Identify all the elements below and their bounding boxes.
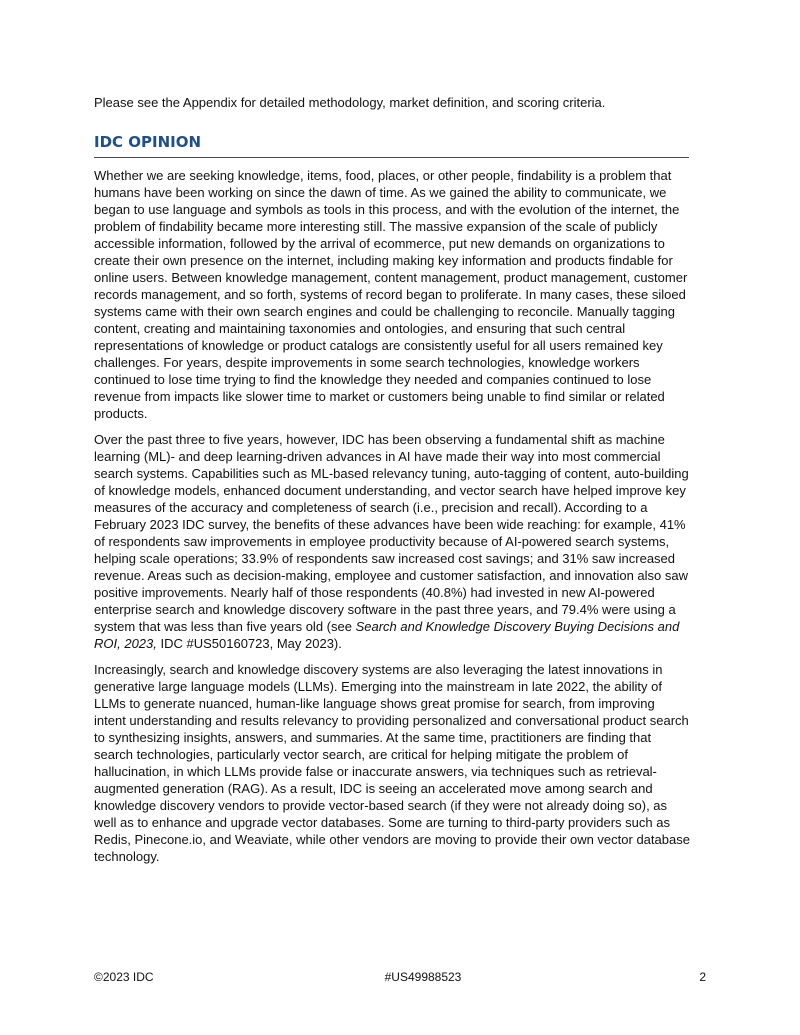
footer-document-id: #US49988523 [384, 970, 462, 984]
section-body [94, 167, 690, 874]
footer-page-number: 2 [699, 970, 706, 984]
paragraph-2-text: Over the past three to five years, however, IDC has been observing a fundamental shift as machine learning (ML)- and deep learning-driven advances in AI have made their way into most commercial search systems. Capabilities such as ML-based relevancy tuning, auto-tagging of content, auto-building of knowledge models, enhanced document understanding, and vector search have helped improve key measures of the accuracy and completeness of search (i.e., precision and recall). According to a February 2023 IDC survey, the benefits of these advances have been wide reaching: for example, 41% of respondents saw improvements in employee productivity because of AI-powered search systems, helping scale operations; 33.9% of respondents saw increased cost savings; and 31% saw increased revenue. Areas such as decision-making, employee and customer satisfaction, and innovation also saw positive improvements. Nearly half of those respondents (40.8%) had invested in new AI-powered enterprise search and knowledge discovery software in the past three years, and 79.4% were using a system that was less than five years old (see [94, 432, 689, 634]
section-heading: IDC OPINION [94, 133, 202, 151]
paragraph-2 [94, 431, 690, 652]
paragraph-3: Increasingly, search and knowledge discovery systems are also leveraging the latest innovations in generative large language models (LLMs). Emerging into the mainstream in late 2022, the ability of LLMs to generate nuanced, human-like language shows great promise for search, from improving intent understanding and results relevancy to providing personalized and conversational product search to synthesizing insights, answers, and summaries. At the same time, practitioners are finding that search technologies, particularly vector search, are critical for helping mitigate the problem of hallucination, in which LLMs provide false or inaccurate answers, via techniques such as retrieval-augmented generation (RAG). As a result, IDC is seeing an accelerated move among search and knowledge discovery vendors to provide vector-based search (if they were not already doing so), as well as to enhance and upgrade vector databases. Some are turning to third-party providers such as Redis, Pinecone.io, and Weaviate, while other vendors are moving to provide their own vector database technology. [94, 662, 690, 864]
heading-divider [94, 157, 689, 158]
intro-text: Please see the Appendix for detailed methodology, market definition, and scoring criteria. [94, 95, 606, 110]
citation-title: Search and Knowledge Discovery Buying Decisions and ROI, 2023, [94, 619, 680, 651]
footer-copyright: ©2023 IDC [94, 970, 154, 984]
citation-reference: IDC #US50160723, May 2023). [156, 636, 342, 651]
paragraph-1: Whether we are seeking knowledge, items, food, places, or other people, findability is a problem that humans have been working on since the dawn of time. As we gained the ability to communicate, we began to use language and symbols as tools in this process, and with the evolution of the internet, the problem of findability became more interesting still. The massive expansion of the scale of publicly accessible information, followed by the arrival of ecommerce, put new demands on organizations to create their own presence on the internet, including making key information and products findable for online users. Between knowledge management, content management, product management, customer records management, and so forth, systems of record began to proliferate. In many cases, these siloed systems came with their own search engines and could be challenging to reconcile. Manually tagging content, creating and maintaining taxonomies and ontologies, and ensuring that such central representations of knowledge or product catalogs are consistently useful for all users remained key challenges. For years, despite improvements in some search technologies, knowledge workers continued to lose time trying to find the knowledge they needed and companies continued to lose revenue from impacts like slower time to market or customers being unable to find similar or related products. [94, 168, 688, 421]
